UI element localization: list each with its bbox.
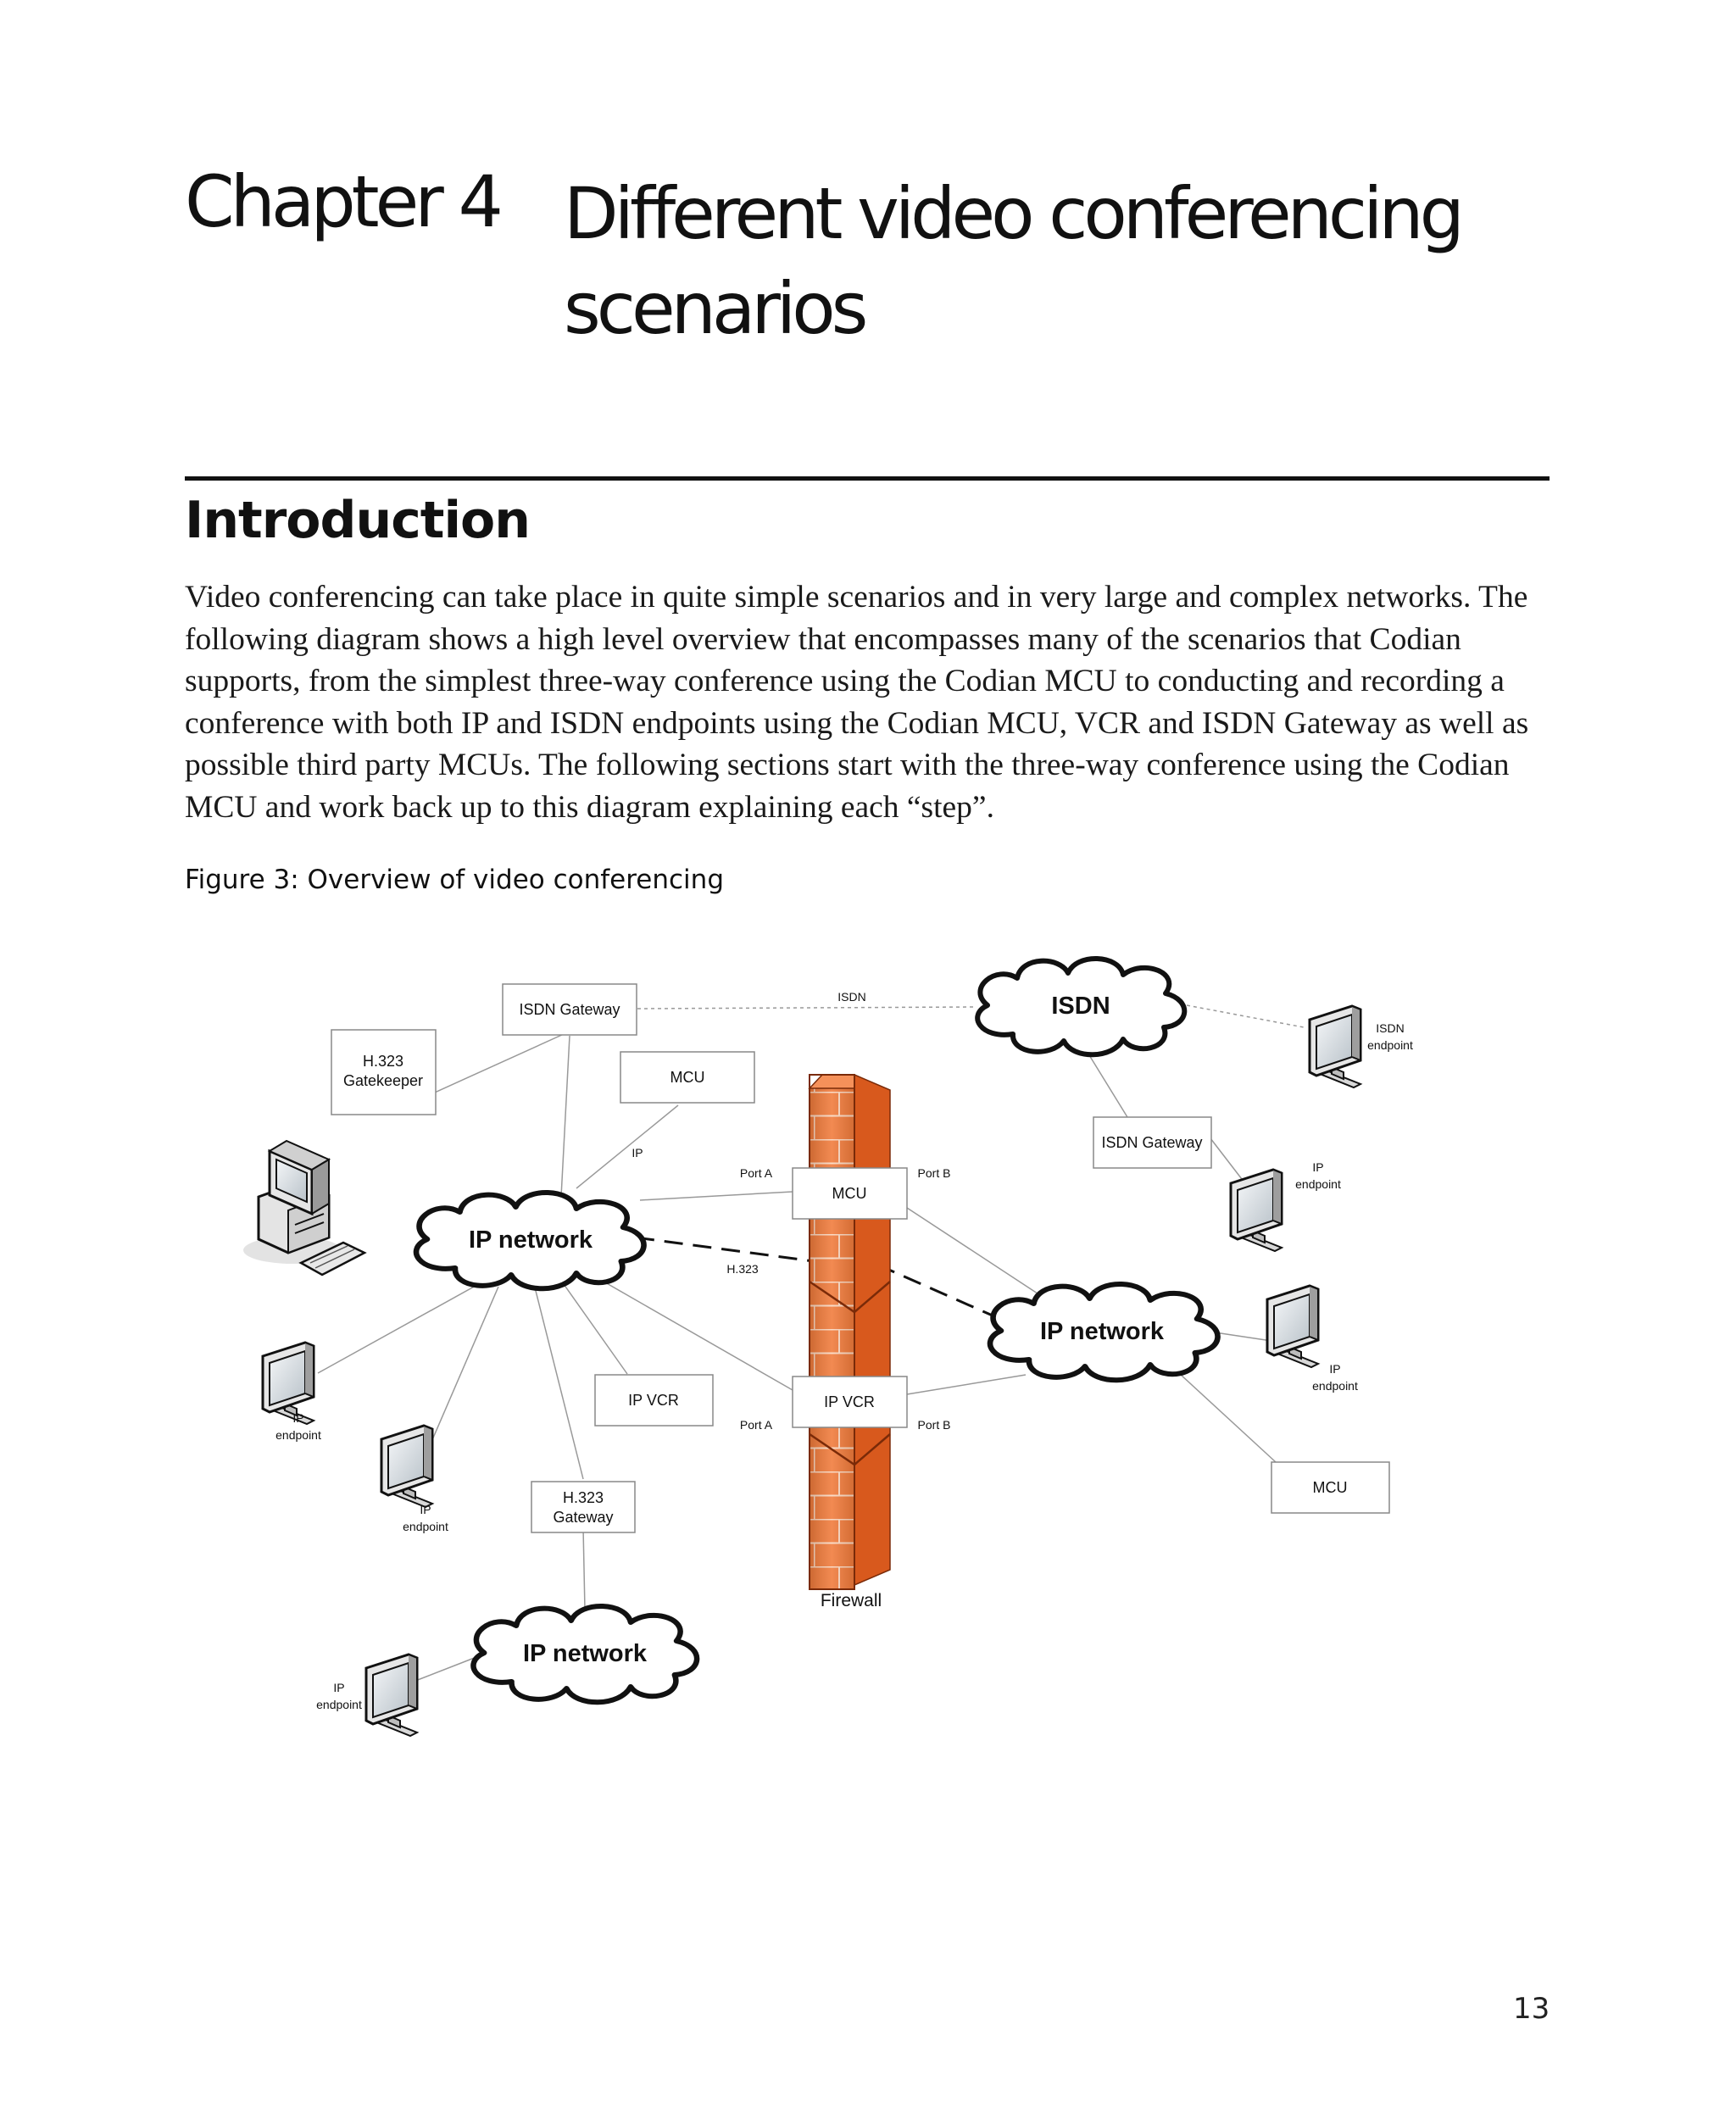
h323-gatekeeper-label: H.323 [362, 1053, 404, 1070]
ip-network-bottom-label: IP network [522, 1640, 648, 1667]
isdn-gateway-right-label: ISDN Gateway [1101, 1134, 1203, 1151]
endpoint-label: endpoint [403, 1520, 448, 1533]
isdn-cloud-label: ISDN [1051, 993, 1110, 1020]
firewall [810, 1075, 890, 1589]
endpoint-label: endpoint [1312, 1379, 1358, 1393]
endpoint-label: endpoint [275, 1428, 321, 1442]
ip-endpoint-monitor-icon [1267, 1286, 1318, 1367]
ip-network-main-label: IP network [468, 1226, 593, 1254]
isdn-links [637, 1005, 1304, 1027]
endpoint-type-label: ISDN [1376, 1021, 1405, 1035]
mcu-firewall-label: MCU [832, 1185, 867, 1202]
mcu-top-box [620, 1052, 754, 1103]
isdn-gateway-left [503, 984, 637, 1035]
endpoint-label: endpoint [1367, 1038, 1413, 1052]
isdn-link-label: ISDN [837, 990, 866, 1004]
page-number: 13 [1513, 1992, 1550, 2026]
isdn-cloud [977, 959, 1184, 1054]
ip-network-right-label: IP network [1039, 1318, 1165, 1345]
h323-gateway-box [531, 1482, 635, 1532]
ip-vcr-left-box [595, 1375, 713, 1426]
endpoint-type-label: IP [292, 1411, 304, 1425]
h323-link-label: H.323 [726, 1262, 759, 1276]
ip-endpoint-monitor-icon [263, 1343, 314, 1424]
intro-line: following diagram shows a high level overview that encompasses many of the scenarios that Codian [185, 621, 1461, 657]
intro-line: conference with both IP and ISDN endpoints using the Codian MCU, VCR and ISDN Gateway as well as [185, 705, 1529, 741]
intro-line: Video conferencing can take place in quite simple scenarios and in very large and complex networks. The [185, 580, 1528, 615]
chapter-label: Chapter 4 [185, 160, 499, 243]
endpoint-type-label: IP [1312, 1160, 1324, 1174]
desktop-computer-icon [243, 1141, 364, 1275]
section-heading: Introduction [185, 491, 530, 550]
mcu-right-box [1271, 1462, 1389, 1513]
mcu-right-label: MCU [1312, 1479, 1348, 1496]
ip-endpoint-monitor-icon [1231, 1170, 1282, 1251]
firewall-label: Firewall [820, 1591, 882, 1610]
port-a-label: Port A [739, 1418, 773, 1432]
isdn-gateway-left-label: ISDN Gateway [519, 1001, 620, 1018]
intro-line: MCU and work back up to this diagram explaining each “step”. [185, 789, 994, 825]
ip-vcr-firewall-label: IP VCR [824, 1393, 875, 1410]
endpoint-label: endpoint [316, 1698, 362, 1711]
h323-gatekeeper-box [331, 1030, 436, 1115]
chapter-title: Different video conferencing scenarios [564, 172, 1461, 350]
mcu-firewall-box [793, 1168, 907, 1219]
mcu-top-label: MCU [670, 1069, 705, 1086]
endpoint-type-label: IP [420, 1503, 431, 1516]
ip-endpoint-monitor-icon [381, 1426, 432, 1507]
h323-gateway-label: H.323 [562, 1489, 604, 1506]
h323-gatekeeper-label: Gatekeeper [342, 1072, 424, 1089]
port-b-label: Port B [917, 1418, 951, 1432]
endpoint-label: endpoint [1295, 1177, 1341, 1191]
ip-link-label: IP [632, 1146, 643, 1160]
intro-line: supports, from the simplest three-way conference using the Codian MCU to conducting and recording a [185, 664, 1505, 698]
isdn-gateway-right [1093, 1117, 1211, 1168]
ip-vcr-firewall-box [793, 1377, 907, 1427]
ip-endpoint-monitor-icon [366, 1655, 417, 1736]
ip-vcr-left-label: IP VCR [628, 1392, 679, 1409]
figure-caption: Figure 3: Overview of video conferencing [185, 865, 724, 895]
port-b-label: Port B [917, 1166, 951, 1180]
h323-gateway-label: Gateway [553, 1509, 614, 1526]
port-a-label: Port A [739, 1166, 773, 1180]
endpoint-type-label: IP [333, 1681, 345, 1694]
isdn-endpoint-monitor-icon [1310, 1006, 1360, 1087]
endpoint-type-label: IP [1329, 1362, 1341, 1376]
intro-line: possible third party MCUs. The following sections start with the three-way conference using the Codian [185, 748, 1510, 782]
